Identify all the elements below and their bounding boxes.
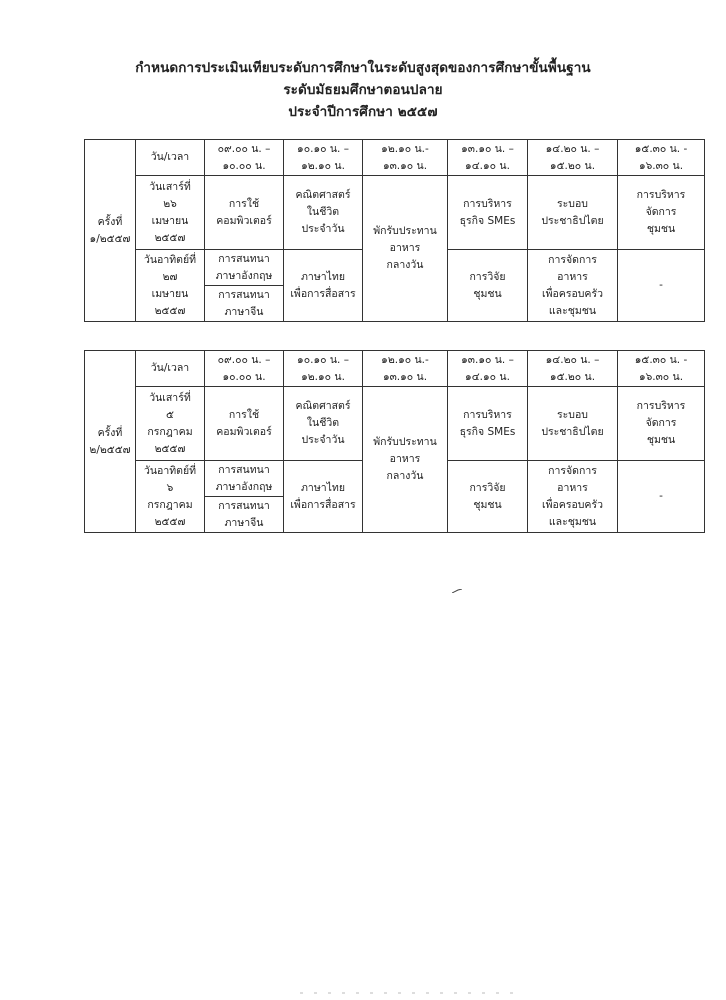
- time-slot-3: ๑๒.๑๐ น.- ๑๓.๑๐ น.: [363, 351, 448, 387]
- day-2-subject-1b: การสนทนา ภาษาจีน: [205, 286, 284, 322]
- day-1-subject-2: คณิตศาสตร์ ในชีวิต ประจำวัน: [284, 176, 363, 250]
- round-label: ครั้งที่ ๑/๒๕๕๗: [85, 140, 136, 322]
- day-1-date: วันเสาร์ที่ ๒๖ เมษายน ๒๕๕๗: [136, 176, 205, 250]
- day-2-subject-2: ภาษาไทย เพื่อการสื่อสาร: [284, 461, 363, 533]
- header-row: [85, 351, 705, 387]
- time-slot-1: ๐๙.๐๐ น. – ๑๐.๐๐ น.: [205, 140, 284, 176]
- day-2-subject-5: การจัดการ อาหาร เพื่อครอบครัว และชุมชน: [528, 250, 618, 322]
- day-1-row: [85, 176, 705, 250]
- day-time-header: วัน/เวลา: [136, 351, 205, 387]
- day-2-subject-2: ภาษาไทย เพื่อการสื่อสาร: [284, 250, 363, 322]
- title-line-3: ประจำปีการศึกษา ๒๕๕๗: [288, 104, 438, 120]
- round-label: ครั้งที่ ๒/๒๕๕๗: [85, 351, 136, 533]
- day-1-subject-6: การบริหาร จัดการ ชุมชน: [618, 176, 705, 250]
- day-2-date: วันอาทิตย์ที่ ๒๗ เมษายน ๒๕๕๗: [136, 250, 205, 322]
- day-2-date: วันอาทิตย์ที่ ๖ กรกฎาคม ๒๕๕๗: [136, 461, 205, 533]
- day-1-subject-1: การใช้ คอมพิวเตอร์: [205, 387, 284, 461]
- header-row: [85, 140, 705, 176]
- day-1-subject-4: การบริหาร ธุรกิจ SMEs: [448, 176, 528, 250]
- scan-specks: [300, 992, 520, 994]
- day-2-subject-4: การวิจัย ชุมชน: [448, 461, 528, 533]
- day-1-subject-1: การใช้ คอมพิวเตอร์: [205, 176, 284, 250]
- time-slot-2: ๑๐.๑๐ น. – ๑๒.๑๐ น.: [284, 140, 363, 176]
- lunch-break: พักรับประทาน อาหาร กลางวัน: [363, 387, 448, 533]
- time-slot-2: ๑๐.๑๐ น. – ๑๒.๑๐ น.: [284, 351, 363, 387]
- time-slot-3: ๑๒.๑๐ น.- ๑๓.๑๐ น.: [363, 140, 448, 176]
- day-1-date: วันเสาร์ที่ ๕ กรกฎาคม ๒๕๕๗: [136, 387, 205, 461]
- lunch-break: พักรับประทาน อาหาร กลางวัน: [363, 176, 448, 322]
- schedule-table-round-2: [84, 350, 705, 533]
- time-slot-1: ๐๙.๐๐ น. – ๑๐.๐๐ น.: [205, 351, 284, 387]
- schedule-table-round-1: [84, 139, 705, 322]
- time-slot-6: ๑๕.๓๐ น. - ๑๖.๓๐ น.: [618, 140, 705, 176]
- day-1-subject-2: คณิตศาสตร์ ในชีวิต ประจำวัน: [284, 387, 363, 461]
- day-2-subject-1a: การสนทนา ภาษาอังกฤษ: [205, 250, 284, 286]
- time-slot-4: ๑๓.๑๐ น. – ๑๔.๑๐ น.: [448, 140, 528, 176]
- title-line-2: ระดับมัธยมศึกษาตอนปลาย: [283, 82, 443, 98]
- day-time-header: วัน/เวลา: [136, 140, 205, 176]
- day-1-row: [85, 387, 705, 461]
- time-slot-5: ๑๔.๒๐ น. – ๑๕.๒๐ น.: [528, 351, 618, 387]
- time-slot-5: ๑๔.๒๐ น. – ๑๕.๒๐ น.: [528, 140, 618, 176]
- day-2-subject-1a: การสนทนา ภาษาอังกฤษ: [205, 461, 284, 497]
- day-1-subject-4: การบริหาร ธุรกิจ SMEs: [448, 387, 528, 461]
- day-2-subject-6: -: [618, 461, 705, 533]
- pen-mark: [452, 589, 462, 593]
- document-title: [0, 57, 726, 123]
- day-1-subject-6: การบริหาร จัดการ ชุมชน: [618, 387, 705, 461]
- day-2-subject-4: การวิจัย ชุมชน: [448, 250, 528, 322]
- day-1-subject-5: ระบอบ ประชาธิปไตย: [528, 176, 618, 250]
- day-2-subject-6: -: [618, 250, 705, 322]
- time-slot-6: ๑๕.๓๐ น. - ๑๖.๓๐ น.: [618, 351, 705, 387]
- day-2-subject-5: การจัดการ อาหาร เพื่อครอบครัว และชุมชน: [528, 461, 618, 533]
- time-slot-4: ๑๓.๑๐ น. – ๑๔.๑๐ น.: [448, 351, 528, 387]
- title-line-1: กำหนดการประเมินเทียบระดับการศึกษาในระดับสูงสุดของการศึกษาขั้นพื้นฐาน: [135, 60, 591, 76]
- day-2-subject-1b: การสนทนา ภาษาจีน: [205, 497, 284, 533]
- day-1-subject-5: ระบอบ ประชาธิปไตย: [528, 387, 618, 461]
